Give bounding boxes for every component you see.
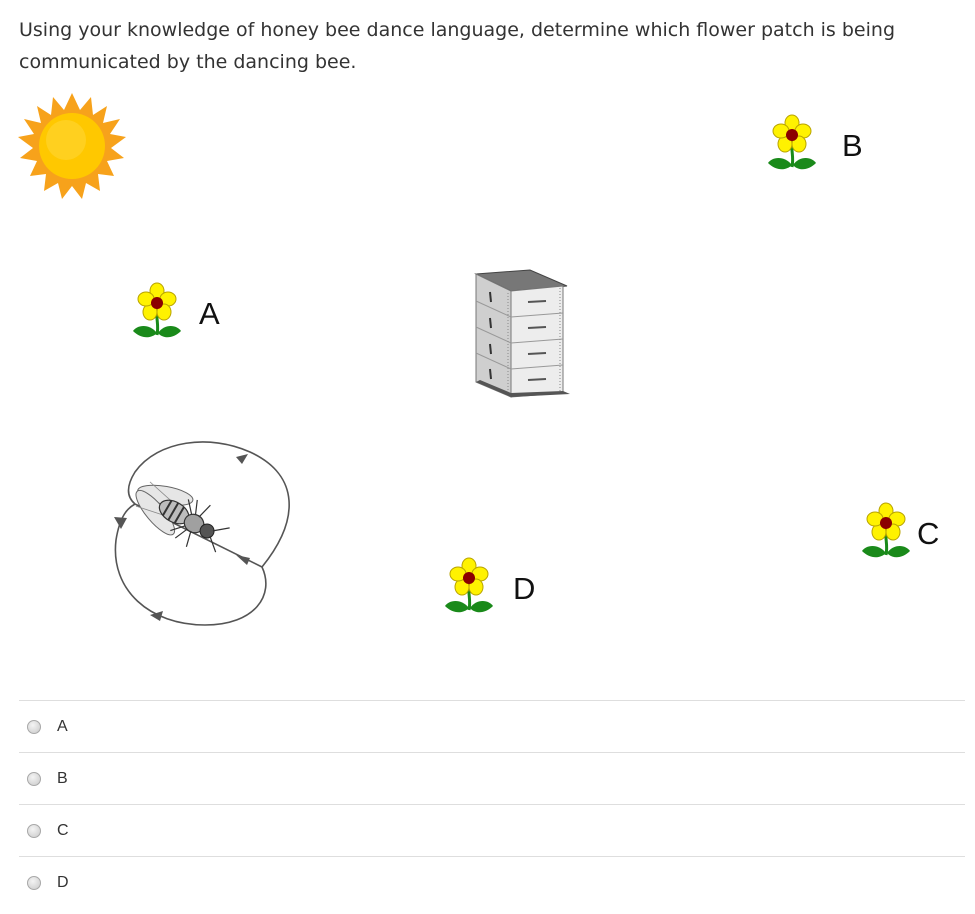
answer-option-a[interactable] — [19, 700, 965, 752]
flower-label-a: A — [199, 296, 220, 331]
answer-label: B — [57, 769, 68, 787]
flower-icon — [445, 558, 493, 612]
flower-icon — [133, 283, 181, 337]
flower-label-b: B — [842, 128, 863, 163]
answer-label: D — [57, 873, 69, 891]
question-figure — [0, 80, 975, 690]
answer-option-c[interactable] — [19, 804, 965, 856]
radio-button[interactable] — [27, 772, 41, 786]
beehive-icon — [476, 270, 570, 397]
radio-button[interactable] — [27, 720, 41, 734]
flower-icon — [768, 115, 816, 169]
answer-options — [19, 700, 965, 908]
flower-label-d: D — [513, 571, 536, 606]
answer-label: A — [57, 717, 68, 735]
answer-label: C — [57, 821, 69, 839]
sun-icon — [18, 93, 126, 199]
radio-button[interactable] — [27, 824, 41, 838]
question-text: Using your knowledge of honey bee dance language, determine which flower patch is being communicated by the dancing bee. — [19, 19, 896, 73]
radio-button[interactable] — [27, 876, 41, 890]
answer-option-b[interactable] — [19, 752, 965, 804]
flower-icon — [862, 503, 910, 557]
figure-canvas — [0, 80, 975, 690]
answer-option-d[interactable] — [19, 856, 965, 908]
bee-icon — [121, 465, 237, 564]
flower-label-c: C — [917, 516, 940, 551]
